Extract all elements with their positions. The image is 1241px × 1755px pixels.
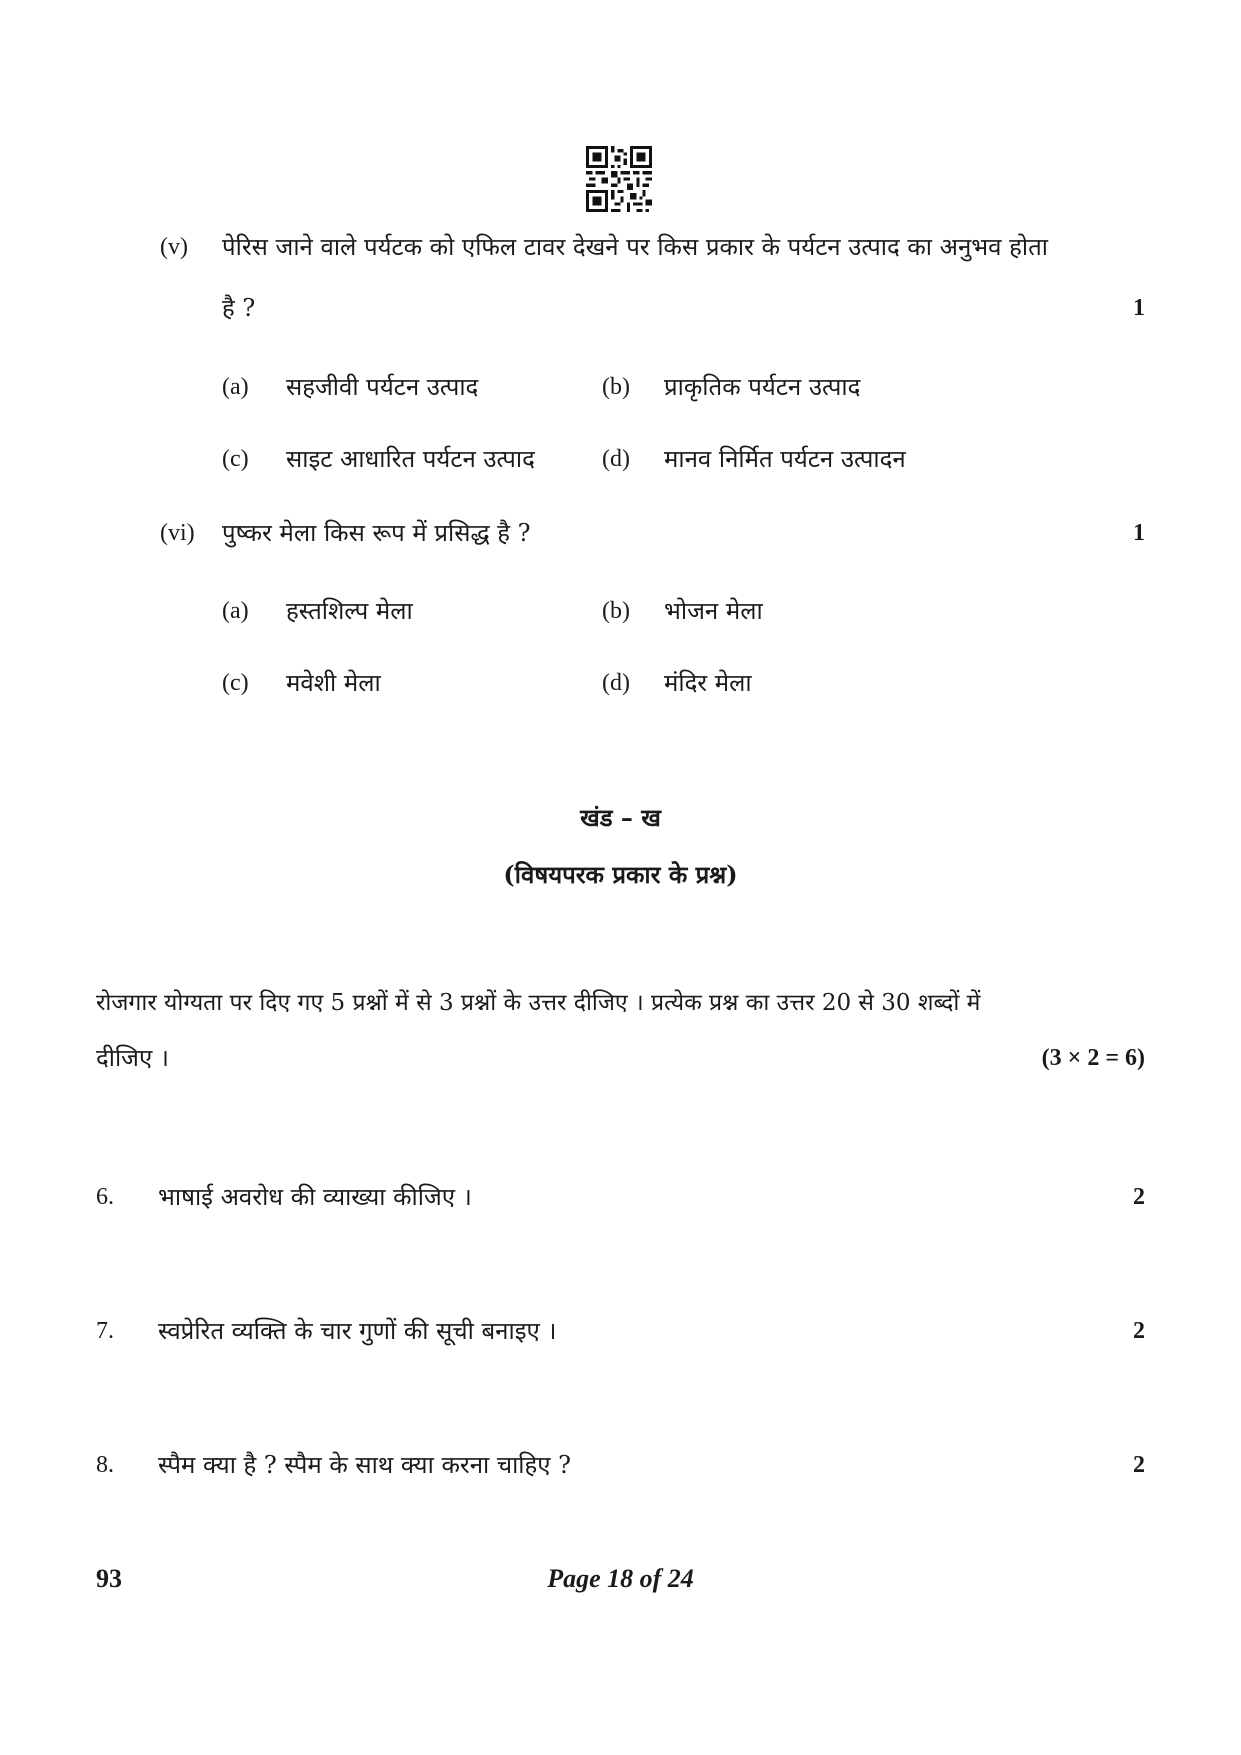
marks: 1 <box>1133 295 1145 321</box>
option-text: मवेशी मेला <box>286 669 381 697</box>
option-text: प्राकृतिक पर्यटन उत्पाद <box>664 373 861 401</box>
question-text: स्वप्रेरित व्यक्ति के चार गुणों की सूची बनाइए । <box>158 1317 557 1345</box>
option-label: (b) <box>602 374 630 400</box>
question-number: 7. <box>96 1318 114 1344</box>
option-label: (a) <box>222 598 249 624</box>
question-text: पुष्कर मेला किस रूप में प्रसिद्ध है ? <box>222 519 531 547</box>
option-text: हस्तशिल्प मेला <box>286 597 413 625</box>
marks: 2 <box>1133 1318 1145 1344</box>
option-text: मानव निर्मित पर्यटन उत्पादन <box>664 445 906 473</box>
paper-code: 93 <box>96 1564 122 1593</box>
option-label: (d) <box>602 670 630 696</box>
instructions-text-continued: दीजिए । <box>96 1044 169 1072</box>
option-label: (d) <box>602 446 630 472</box>
option-text: साइट आधारित पर्यटन उत्पाद <box>286 445 535 473</box>
question-number: 8. <box>96 1452 114 1478</box>
instructions-text: रोजगार योग्यता पर दिए गए 5 प्रश्नों में से 3 प्रश्नों के उत्तर दीजिए । प्रत्येक प्रश्न का उत्तर 20 से 30 शब्दों में <box>96 990 981 1016</box>
option-label: (b) <box>602 598 630 624</box>
option-text: सहजीवी पर्यटन उत्पाद <box>286 373 479 401</box>
section-subtitle: (विषयपरक प्रकार के प्रश्न) <box>503 860 738 889</box>
marks: 1 <box>1133 520 1145 546</box>
marks: 2 <box>1133 1452 1145 1478</box>
question-text-continued: है ? <box>222 294 256 322</box>
marks: 2 <box>1133 1184 1145 1210</box>
option-text: भोजन मेला <box>664 597 763 625</box>
question-text: स्पैम क्या है ? स्पैम के साथ क्या करना चाहिए ? <box>158 1451 572 1479</box>
section-marks: (3 × 2 = 6) <box>1041 1045 1145 1071</box>
option-label: (c) <box>222 670 249 696</box>
option-label: (c) <box>222 446 249 472</box>
question-number: 6. <box>96 1184 114 1210</box>
page-number: Page 18 of 24 <box>547 1564 694 1593</box>
question-text: भाषाई अवरोध की व्याख्या कीजिए । <box>158 1183 472 1211</box>
section-title: खंड – ख <box>580 803 661 832</box>
qr-code-icon <box>586 146 652 212</box>
question-number: (v) <box>160 234 188 260</box>
question-text: पेरिस जाने वाले पर्यटक को एफिल टावर देखने पर किस प्रकार के पर्यटन उत्पाद का अनुभव होता <box>222 233 1049 261</box>
question-number: (vi) <box>160 520 195 546</box>
option-text: मंदिर मेला <box>664 669 752 697</box>
option-label: (a) <box>222 374 249 400</box>
